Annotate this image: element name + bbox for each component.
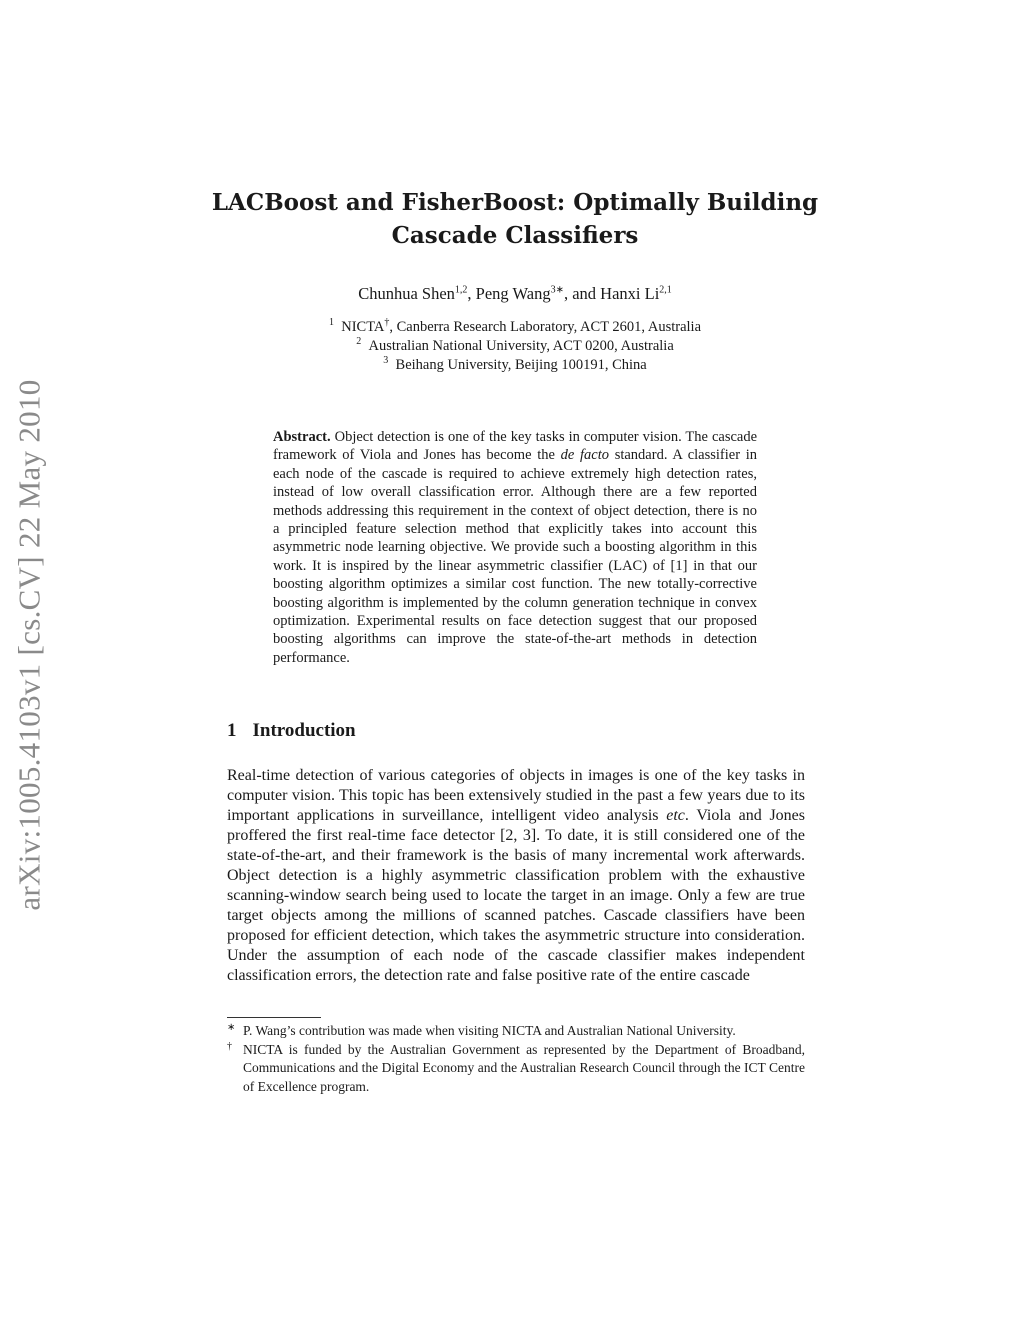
- intro-paragraph: [227, 766, 805, 986]
- author-separator: ,: [467, 284, 476, 303]
- title-line-1: LACBoost and FisherBoost: Optimally Building: [211, 189, 819, 216]
- footnotes: [227, 1022, 805, 1096]
- body-text: Real-time detection of various categories of objects in images is one of the key tasks in computer vision. This topic has been extensively studied in the past a few years due to its important applications in surveillance, intelligent video analysis: [227, 767, 805, 824]
- affiliations: [160, 318, 870, 375]
- author-list: [160, 284, 870, 304]
- affiliation-line: [160, 337, 870, 356]
- arxiv-stamp: [0, 350, 60, 940]
- affil-text: , Canberra Research Laboratory, ACT 2601, Australia: [389, 319, 702, 335]
- footnote-mark: ∗: [227, 1022, 236, 1033]
- footnote-text: P. Wang’s contribution was made when visiting NICTA and Australian National University.: [243, 1023, 736, 1038]
- footnote: [227, 1022, 805, 1041]
- affil-org: NICTA: [341, 319, 385, 335]
- affil-text: Beihang University, Beijing 100191, China: [395, 357, 647, 373]
- section-number: 1: [227, 720, 237, 741]
- author-affil-mark: 2,1: [659, 284, 672, 296]
- author-separator: , and: [563, 284, 601, 303]
- affiliation-line: [160, 318, 870, 337]
- body-text: . Viola and Jones proffered the first real-time face detector [2, 3]. To date, it is still considered one of the state-of-the-art, and their framework is the basis of many incremental work afterwards. Object detection is a highly asymmetric classification problem with the exhaustive scanning-window search being used to locate the target in an image. Only a few are true target objects among the millions of scanned patches. Cascade classifiers have been proposed for efficient detection, which takes the asymmetric structure into consideration. Under the assumption of each node of the cascade classifier makes independent classification errors, the detection rate and false positive rate of the entire cascade: [227, 807, 806, 984]
- footnote-text: NICTA is funded by the Australian Government as represented by the Department of Broadband, Communications and the Digital Economy and the Australian Research Council through the ICT Centre of Excellence program.: [243, 1041, 805, 1094]
- author-name: Peng Wang: [475, 284, 551, 303]
- abstract-text: Object detection is one of the key tasks in computer vision. The cascade framework of Viola and Jones has become the: [273, 429, 758, 464]
- affil-number: 3: [383, 355, 389, 367]
- arxiv-id: arXiv:1005.4103v1 [cs.CV] 22 May 2010: [12, 379, 47, 911]
- affil-dagger: †: [384, 317, 390, 329]
- abstract-emphasis: de facto: [560, 447, 609, 464]
- abstract-text: standard. A classifier in each node of the cascade is required to achieve extremely high detection rates, instead of low overall classification error. Although there are a few reported methods addressing this requirement in the context of object detection, there is no a principled feature selection method that explicitly takes into account this asymmetric node learning objective. We provide such a boosting algorithm in this work. It is inspired by the linear asymmetric classifier (LAC) of [1] in that our boosting algorithm optimizes a similar cost function. The new totally-corrective boosting algorithm is implemented by the column generation technique in convex optimization. Experimental results on face detection suggest that our proposed boosting algorithms can improve the state-of-the-art methods in detection performance.: [273, 447, 758, 666]
- footnote-rule: [227, 1017, 321, 1018]
- author-name: Hanxi Li: [600, 284, 660, 303]
- abstract-label: Abstract.: [273, 429, 331, 445]
- affil-number: 1: [328, 317, 334, 329]
- section-heading: [227, 720, 356, 742]
- section-title: Introduction: [252, 720, 356, 741]
- affil-text: Australian National University, ACT 0200, Australia: [368, 338, 674, 354]
- affil-number: 2: [356, 336, 362, 348]
- abstract: [273, 428, 757, 667]
- paper-title: [160, 186, 870, 252]
- title-line-2: Cascade Classifiers: [391, 222, 639, 249]
- footnote-mark: †: [227, 1040, 232, 1052]
- body-emphasis: etc: [666, 807, 685, 824]
- author-affil-mark: 1,2: [454, 284, 468, 296]
- affiliation-line: [160, 356, 870, 375]
- author-name: Chunhua Shen: [358, 284, 455, 303]
- author-affil-mark: 3∗: [550, 284, 564, 296]
- footnote: [227, 1041, 805, 1097]
